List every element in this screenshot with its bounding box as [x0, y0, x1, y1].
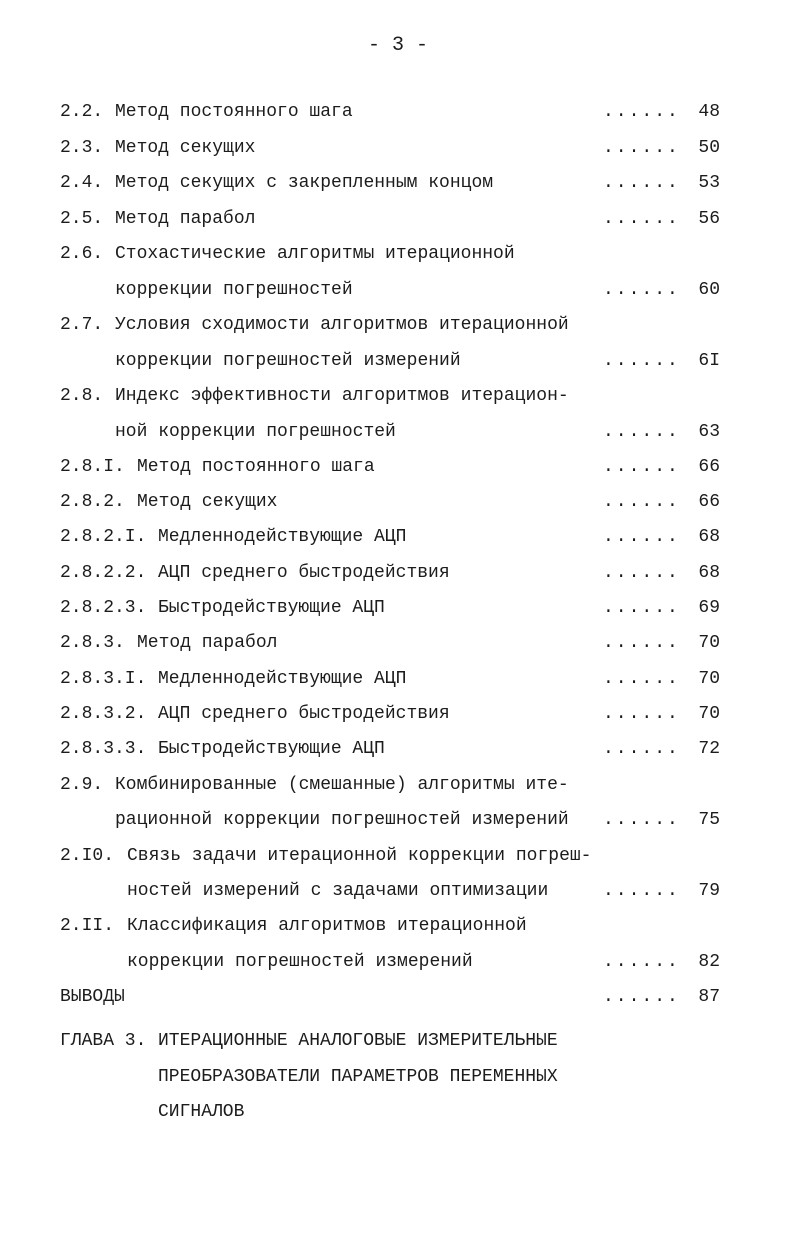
- toc-page-number: 79: [698, 881, 720, 901]
- toc-entry-title-continuation: ностей измерений с задачами оптимизации: [127, 881, 549, 901]
- toc-entry-number: 2.8.3.3.: [60, 739, 147, 759]
- toc-entry-title: Комбинированные (смешанные) алгоритмы ите-: [115, 775, 569, 795]
- toc-leader-dots: ......: [603, 633, 680, 653]
- toc-entry-title-continuation: коррекции погрешностей: [115, 280, 353, 300]
- toc-page-number: 70: [698, 704, 720, 724]
- toc-entry-number: 2.8.3.: [60, 633, 125, 653]
- toc-entry-title: Быстродействующие АЦП: [158, 598, 385, 618]
- toc-leader-dots: ......: [603, 563, 680, 583]
- toc-entry-continuation: [0, 351, 796, 377]
- toc-entry-continuation: [0, 810, 796, 836]
- toc-page-number: 6I: [698, 351, 720, 371]
- toc-entry: [0, 173, 796, 199]
- toc-entry: [0, 775, 796, 801]
- toc-page-number: 66: [698, 457, 720, 477]
- toc-entry-continuation: [0, 881, 796, 907]
- toc-entry-title: АЦП среднего быстродействия: [158, 704, 450, 724]
- toc-leader-dots: ......: [603, 173, 680, 193]
- toc-entry-title: Условия сходимости алгоритмов итерационной: [115, 315, 569, 335]
- toc-entry-number: 2.I0.: [60, 846, 115, 866]
- toc-leader-dots: ......: [603, 952, 680, 972]
- toc-entry: [0, 633, 796, 659]
- toc-entry: [0, 669, 796, 695]
- toc-entry-title: Метод секущих: [115, 138, 256, 158]
- toc-entry: [0, 315, 796, 341]
- toc-page-number: 72: [698, 739, 720, 759]
- toc-leader-dots: ......: [603, 138, 680, 158]
- toc-page-number: 68: [698, 527, 720, 547]
- toc-page-number: 69: [698, 598, 720, 618]
- toc-entry: [0, 209, 796, 235]
- toc-entry-number: 2.9.: [60, 775, 104, 795]
- chapter-number: ГЛАВА 3.: [60, 1031, 147, 1051]
- toc-entry-number: 2.II.: [60, 916, 115, 936]
- toc-entry: [0, 916, 796, 942]
- toc-entry-number: 2.8.2.: [60, 492, 125, 512]
- toc-entry-number: 2.4.: [60, 173, 104, 193]
- toc-entry-number: 2.5.: [60, 209, 104, 229]
- toc-leader-dots: ......: [603, 598, 680, 618]
- toc-entry-number: 2.8.2.I.: [60, 527, 147, 547]
- toc-leader-dots: ......: [603, 810, 680, 830]
- chapter-title-line-3: СИГНАЛОВ: [158, 1102, 245, 1122]
- toc-entry-title: Стохастические алгоритмы итерационной: [115, 244, 515, 264]
- toc-leader-dots: ......: [603, 527, 680, 547]
- toc-entry-continuation: [0, 280, 796, 306]
- toc-entry-conclusions: [0, 987, 796, 1013]
- toc-page-number: 60: [698, 280, 720, 300]
- toc-leader-dots: ......: [603, 102, 680, 122]
- toc-page-number: 50: [698, 138, 720, 158]
- toc-entry-title-continuation: коррекции погрешностей измерений: [115, 351, 461, 371]
- toc-entry-title: Метод секущих с закрепленным концом: [115, 173, 494, 193]
- toc-entry-number: 2.7.: [60, 315, 104, 335]
- toc-entry-number: 2.6.: [60, 244, 104, 264]
- toc-entry: [0, 492, 796, 518]
- toc-page-number: 70: [698, 633, 720, 653]
- toc-leader-dots: ......: [603, 987, 680, 1007]
- page-number: - 3 -: [367, 34, 428, 57]
- toc-entry-title: Классификация алгоритмов итерационной: [127, 916, 527, 936]
- toc-entry-title: Метод секущих: [137, 492, 278, 512]
- toc-leader-dots: ......: [603, 422, 680, 442]
- toc-entry-continuation: [0, 952, 796, 978]
- toc-page-number: 70: [698, 669, 720, 689]
- toc-entry: [0, 244, 796, 270]
- toc-entry: [0, 598, 796, 624]
- toc-entry-number: 2.2.: [60, 102, 104, 122]
- toc-page-number: 63: [698, 422, 720, 442]
- toc-page-number: 75: [698, 810, 720, 830]
- toc-leader-dots: ......: [603, 209, 680, 229]
- toc-entry-title: Индекс эффективности алгоритмов итерацион-: [115, 386, 569, 406]
- toc-page-number: 87: [698, 987, 720, 1007]
- toc-page-number: 66: [698, 492, 720, 512]
- toc-entry-title-continuation: рационной коррекции погрешностей измерений: [115, 810, 569, 830]
- toc-entry: [0, 386, 796, 412]
- toc-entry-title: Метод постоянного шага: [137, 457, 375, 477]
- toc-entry-title: Метод парабол: [115, 209, 256, 229]
- toc-entry: [0, 846, 796, 872]
- toc-leader-dots: ......: [603, 881, 680, 901]
- toc-leader-dots: ......: [603, 492, 680, 512]
- toc-entry-number: 2.8.3.2.: [60, 704, 147, 724]
- toc-entry-number: 2.8.2.3.: [60, 598, 147, 618]
- toc-entry-title-continuation: коррекции погрешностей измерений: [127, 952, 473, 972]
- toc-leader-dots: ......: [603, 739, 680, 759]
- toc-entry-title: Медленнодействующие АЦП: [158, 527, 407, 547]
- toc-entry-number: 2.8.: [60, 386, 104, 406]
- toc-entry: [0, 527, 796, 553]
- toc-entry: [0, 739, 796, 765]
- toc-entry: [0, 563, 796, 589]
- toc-entry-title: Медленнодействующие АЦП: [158, 669, 407, 689]
- toc-entry: [0, 457, 796, 483]
- toc-entry-title-continuation: ной коррекции погрешностей: [115, 422, 396, 442]
- toc-entry-title: Метод постоянного шага: [115, 102, 353, 122]
- toc-page-number: 56: [698, 209, 720, 229]
- toc-entry-number: 2.8.I.: [60, 457, 125, 477]
- toc-entry: [0, 102, 796, 128]
- toc-leader-dots: ......: [603, 669, 680, 689]
- chapter-title-line-1: ИТЕРАЦИОННЫЕ АНАЛОГОВЫЕ ИЗМЕРИТЕЛЬНЫЕ: [158, 1031, 558, 1051]
- toc-leader-dots: ......: [603, 280, 680, 300]
- toc-leader-dots: ......: [603, 457, 680, 477]
- toc-leader-dots: ......: [603, 704, 680, 724]
- toc-entry-title: АЦП среднего быстродействия: [158, 563, 450, 583]
- toc-entry-title: ВЫВОДЫ: [60, 987, 125, 1007]
- toc-entry-title: Связь задачи итерационной коррекции погреш-: [127, 846, 592, 866]
- toc-entry: [0, 704, 796, 730]
- toc-leader-dots: ......: [603, 351, 680, 371]
- toc-entry-number: 2.8.3.I.: [60, 669, 147, 689]
- toc-entry-number: 2.3.: [60, 138, 104, 158]
- toc-page-number: 53: [698, 173, 720, 193]
- toc-entry-title: Быстродействующие АЦП: [158, 739, 385, 759]
- chapter-title-line-2: ПРЕОБРАЗОВАТЕЛИ ПАРАМЕТРОВ ПЕРЕМЕННЫХ: [158, 1067, 558, 1087]
- toc-entry-title: Метод парабол: [137, 633, 278, 653]
- toc-page-number: 82: [698, 952, 720, 972]
- toc-entry-continuation: [0, 422, 796, 448]
- toc-page-number: 68: [698, 563, 720, 583]
- toc-entry-number: 2.8.2.2.: [60, 563, 147, 583]
- toc-page-number: 48: [698, 102, 720, 122]
- toc-entry: [0, 138, 796, 164]
